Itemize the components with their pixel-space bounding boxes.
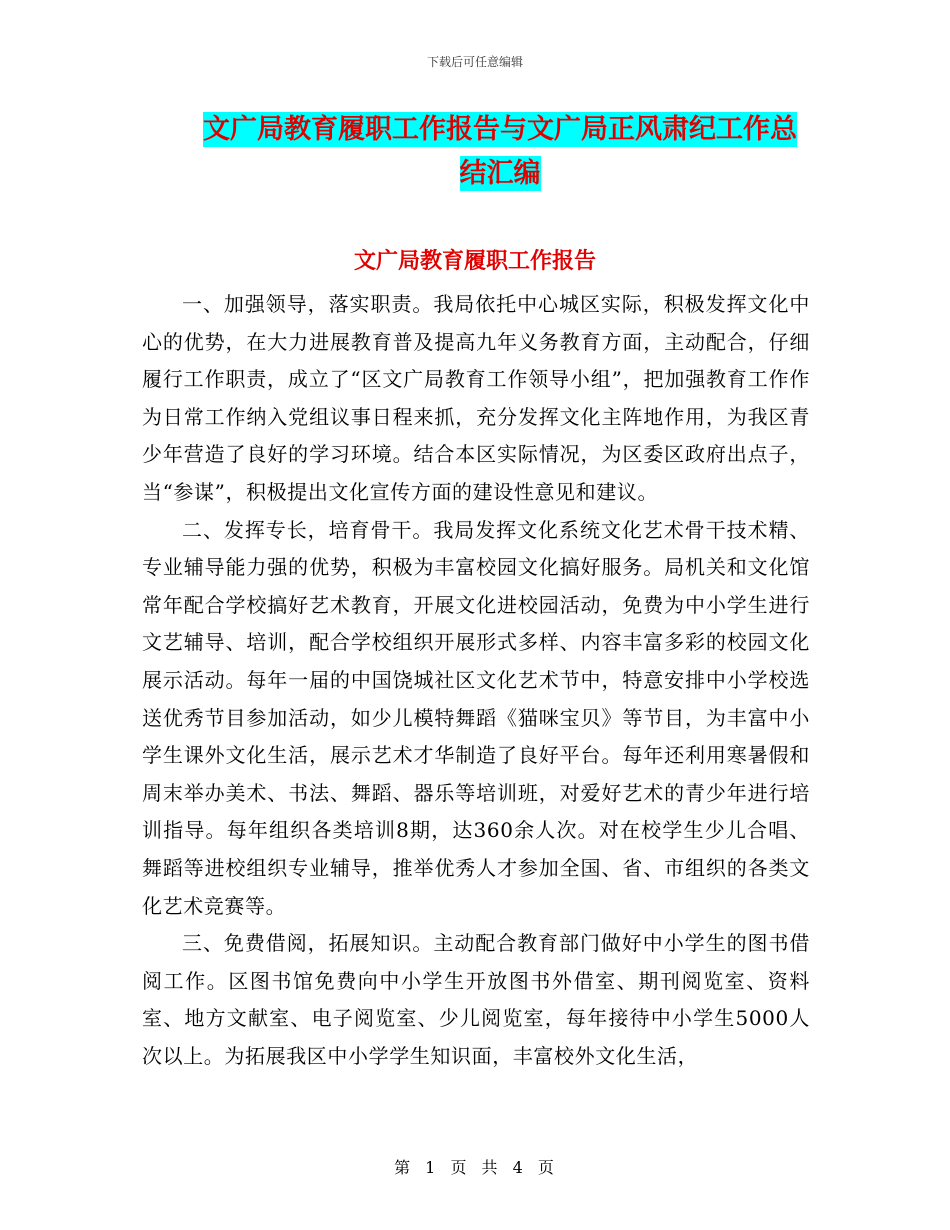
paragraph-2: 二、发挥专长，培育骨干。我局发挥文化系统文化艺术骨干技术精、专业辅导能力强的优势，积极为丰富校园文化搞好服务。局机关和文化馆常年配合学校搞好艺术教育，开展文化进校园活动，免费为中小学生进行文艺辅导、培训，配合学校组织开展形式多样、内容丰富多彩的校园文化展示活动。每年一届的中国饶城社区文化艺术节中，特意安排中小学校选送优秀节目参加活动，如少儿模特舞蹈《猫咪宝贝》等节目，为丰富中小学生课外文化生活，展示艺术才华制造了良好平台。每年还利用寒暑假和周末举办美术、书法、舞蹈、器乐等培训班，对爱好艺术的青少年进行培训指导。每年组织各类培训8期，达360余人次。对在校学生少儿合唱、舞蹈等进校组织专业辅导，推举优秀人才参加全国、省、市组织的各类文化艺术竞赛等。 [142,517,810,918]
page-footer: 第 1 页 共 4 页 [394,1158,556,1177]
document-title [190,108,810,196]
paragraph-1: 一、加强领导，落实职责。我局依托中心城区实际，积极发挥文化中心的优势，在大力进展教育普及提高九年义务教育方面，主动配合，仔细履行工作职责，成立了“区文广局教育工作领导小组”，把加强教育工作作为日常工作纳入党组议事日程来抓，充分发挥文化主阵地作用，为我区青少年营造了良好的学习环境。结合本区实际情况，为区委区政府出点子，当“参谋”，积极提出文化宣传方面的建设性意见和建议。 [142,292,810,504]
header-note: 下载后可任意编辑 [426,55,523,69]
paragraph-3: 三、免费借阅，拓展知识。主动配合教育部门做好中小学生的图书借阅工作。区图书馆免费向中小学生开放图书外借室、期刊阅览室、资料室、地方文献室、电子阅览室、少儿阅览室，每年接待中小学生5000人次以上。为拓展我区中小学学生知识面，丰富校外文化生活， [142,931,810,1068]
body-text [142,286,810,1075]
section-title: 文广局教育履职工作报告 [353,248,596,274]
document-title-text: 文广局教育履职工作报告与文广局正风肃纪工作总结汇编 [203,114,797,189]
